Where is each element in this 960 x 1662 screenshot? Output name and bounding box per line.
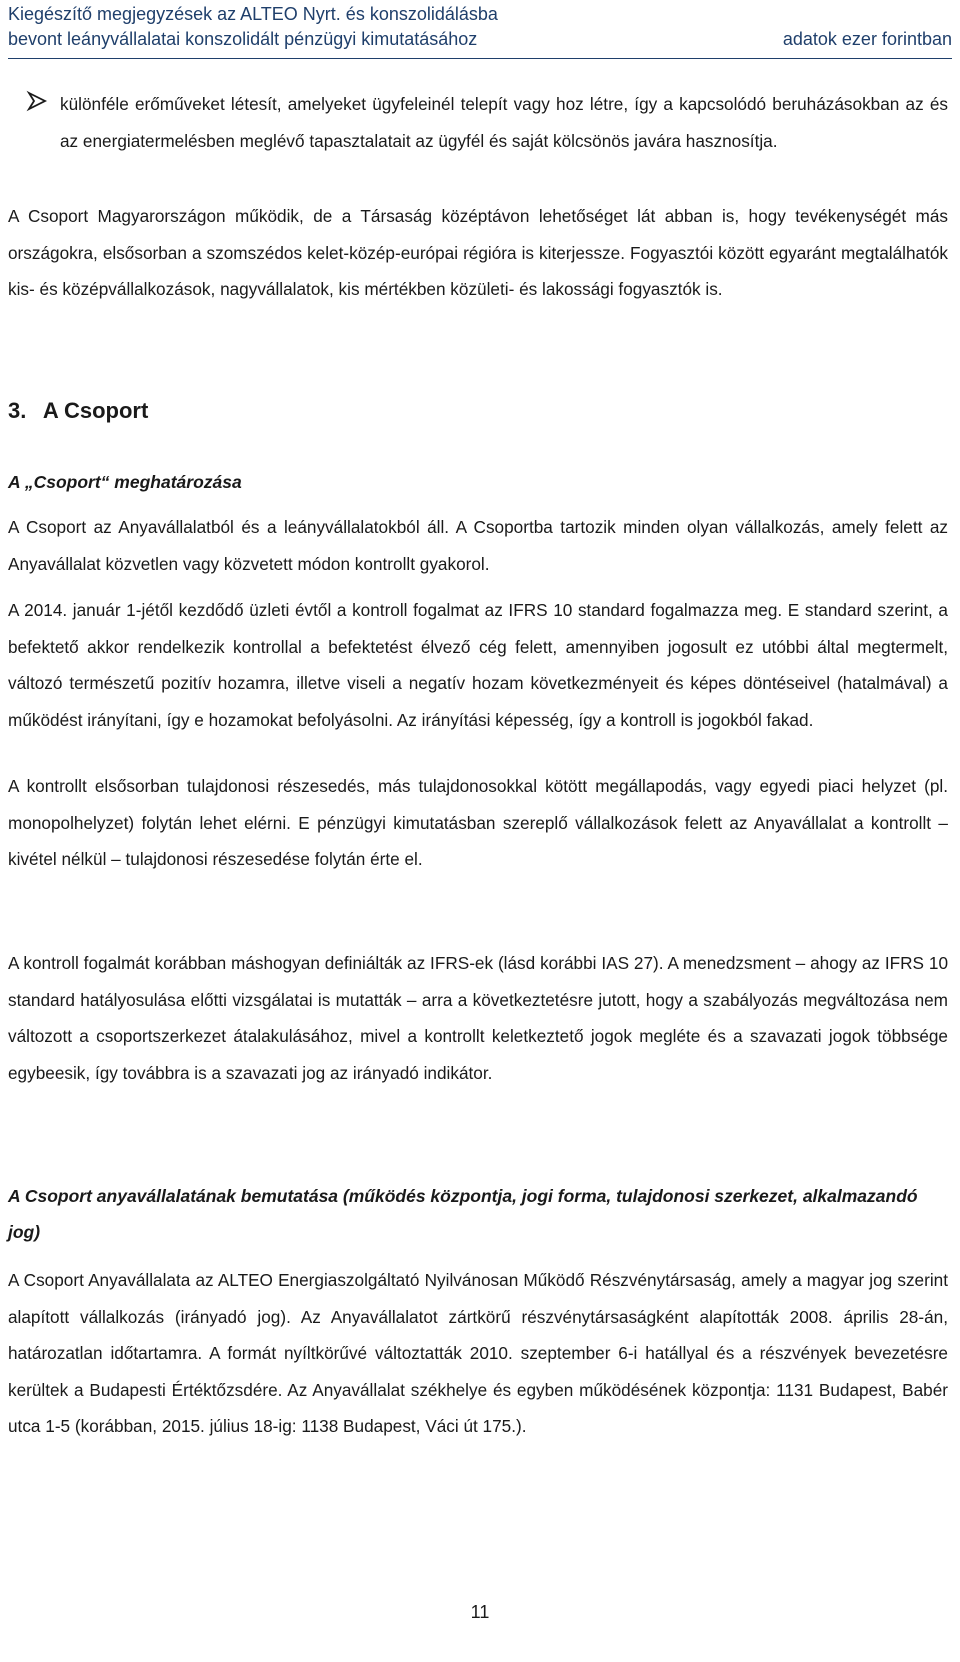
control-definition — [8, 592, 948, 738]
section-title: A Csoport — [42, 398, 149, 423]
subsection-parent-title: A Csoport anyavállalatának bemutatása (működés központja, jogi forma, tulajdonosi szerkezet, alkalmazandó jog) — [8, 1186, 918, 1242]
parent-company-body — [8, 1262, 948, 1445]
page-number: 11 — [470, 1602, 490, 1622]
paragraph-parent-company: A Csoport Anyavállalata az ALTEO Energiaszolgáltató Nyilvánosan Működő Részvénytársaság, amely a magyar jog szerint alapított vállalkozás (irányadó jog). Az Anyavállalatot zártkörű részvénytársaságként alapították 2008. április 28-án, határozatlan időtartamra. A formát nyíltkörűvé változtatták 2010. szeptember 6-i hatállyal és a részvények bevezetésre kerültek a Budapesti Értéktőzsdére. Az Anyavállalat székhelye és egyben működésének központja: 1131 Budapest, Babér utca 1-5 (korábban, 2015. július 18-ig: 1138 Budapest, Váci út 175.). — [8, 1270, 948, 1436]
header-title-line1: Kiegészítő megjegyzések az ALTEO Nyrt. és konszolidálásba — [8, 4, 498, 24]
arrow-bullet-icon — [26, 90, 48, 112]
header-units: adatok ezer forintban — [782, 29, 952, 49]
bullet-item — [8, 86, 948, 159]
subsection-group-definition-body — [8, 509, 948, 582]
paragraph-group-members: A Csoport az Anyavállalatból és a leányvállalatokból áll. A Csoportba tartozik minden olyan vállalkozás, amely felett az Anyavállalat közvetlen vagy közvetett módon kontrollt gyakorol. — [8, 517, 948, 574]
page-header — [8, 0, 952, 59]
section-heading — [8, 398, 948, 424]
header-title-line2: bevont leányvállalatai konszolidált pénzügyi kimutatásához — [8, 29, 478, 49]
paragraph-ifrs10: A 2014. január 1-jétől kezdődő üzleti évtől a kontroll fogalmat az IFRS 10 standard fogalmazza meg. E standard szerint, a befektető akkor rendelkezik kontrollal a befektetést élvező cég felett, amennyiben jogosult ez utóbbi által megtermelt, változó természetű pozitív hozamra, illetve viseli a negatív hozam következményeit és képes döntéseivel (hatalmával) a működést irányítani, így e hozamokat befolyásolni. Az irányítási képesség, így a kontroll is jogokból fakad. — [8, 600, 948, 730]
intro-section — [8, 198, 948, 308]
paragraph-operations: A Csoport Magyarországon működik, de a Társaság középtávon lehetőséget lát abban is, hogy tevékenységét más országokra, elsősorban a szomszédos kelet-közép-európai régióra is kiterjessze. Fogyasztói között egyaránt megtalálhatók kis- és középvállalkozások, nagyvállalatok, kis mértékben közületi- és lakossági fogyasztók is. — [8, 206, 948, 299]
control-sources — [8, 768, 948, 878]
control-history — [8, 945, 948, 1091]
bullet-text: különféle erőműveket létesít, amelyeket ügyfeleinél telepít vagy hoz létre, így a kapcsolódó beruházásokban az és az energiatermelésben meglévő tapasztalatait az ügyfél és saját kölcsönös javára hasznosítja. — [60, 94, 948, 151]
subsection-parent-company — [8, 1178, 948, 1250]
section-number: 3. — [8, 398, 27, 423]
paragraph-control-sources: A kontrollt elsősorban tulajdonosi részesedés, más tulajdonosokkal kötött megállapodás, vagy egyedi piaci helyzet (pl. monopolhelyzet) folytán lehet elérni. E pénzügyi kimutatásban szereplő vállalkozások felett az Anyavállalat a kontrollt – kivétel nélkül – tulajdonosi részesedése folytán érte el. — [8, 776, 948, 869]
paragraph-control-history: A kontroll fogalmát korábban máshogyan definiálták az IFRS-ek (lásd korábbi IAS 27). A menedzsment – ahogy az IFRS 10 standard hatályosulása előtti vizsgálatai is mutatták – arra a következtetésre jutott, hogy a szabályozás megváltozása nem változott a csoportszerkezet átalakulásához, mivel a kontrollt keletkeztető jogok megléte és a szavazati jogok többsége egybeesik, így továbbra is a szavazati jog az irányadó indikátor. — [8, 953, 948, 1083]
subsection-title: A „Csoport“ meghatározása — [8, 472, 242, 492]
subsection-group-definition — [8, 464, 948, 500]
